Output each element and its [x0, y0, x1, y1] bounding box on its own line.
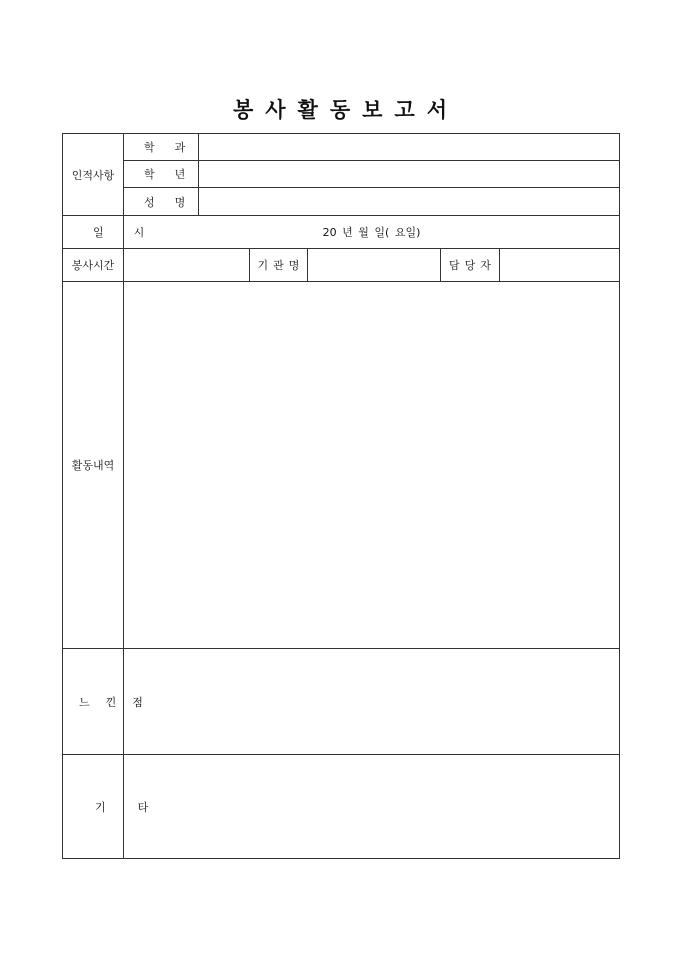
date-label: 일시 — [63, 216, 124, 249]
department-field[interactable] — [199, 134, 620, 161]
volunteer-hours-field[interactable] — [124, 249, 250, 282]
supervisor-label: 담당자 — [441, 249, 500, 282]
impression-label: 느낀점 — [63, 649, 124, 755]
institution-field[interactable] — [308, 249, 441, 282]
institution-label: 기관명 — [250, 249, 308, 282]
page-title: 봉사활동보고서 — [232, 98, 459, 122]
grade-field[interactable] — [199, 161, 620, 188]
activity-details-label: 활동내역 — [63, 282, 124, 649]
grade-label: 학년 — [124, 161, 199, 188]
name-label: 성명 — [124, 188, 199, 216]
impression-field[interactable] — [124, 649, 620, 755]
report-form-table — [62, 133, 620, 859]
activity-details-field[interactable] — [124, 282, 620, 649]
department-label: 학과 — [124, 134, 199, 161]
name-field[interactable] — [199, 188, 620, 216]
volunteer-hours-label: 봉사시간 — [63, 249, 124, 282]
personal-info-label: 인적사항 — [63, 134, 124, 216]
date-field[interactable]: 20 년 월 일( 요일) — [124, 216, 620, 249]
other-label: 기타 — [63, 755, 124, 859]
other-field[interactable] — [124, 755, 620, 859]
supervisor-field[interactable] — [500, 249, 620, 282]
